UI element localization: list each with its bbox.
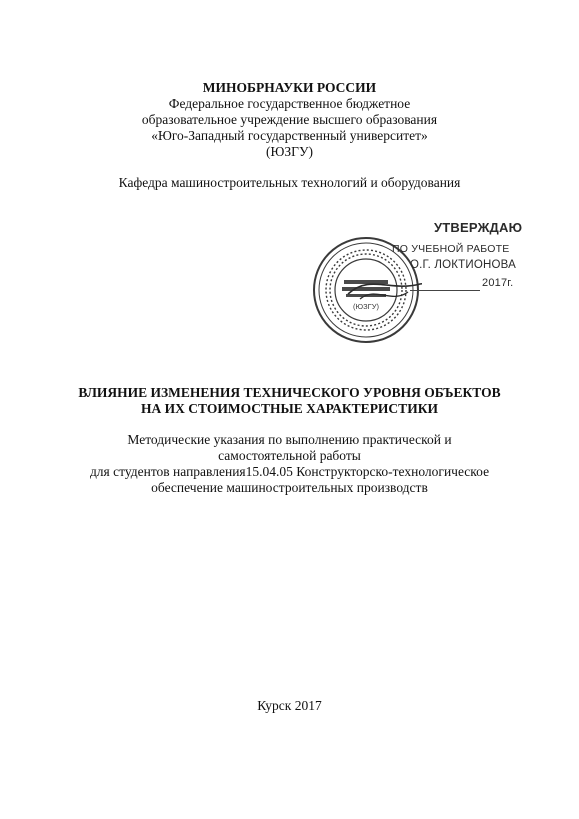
ministry-heading: МИНОБРНАУКИ РОССИИ <box>202 80 377 95</box>
methodical-line-2: самостоятельной работы <box>218 448 361 463</box>
signature-line <box>410 290 480 291</box>
university-abbreviation: (ЮЗГУ) <box>266 144 313 159</box>
approval-name: О.Г. ЛОКТИОНОВА <box>410 259 516 271</box>
institution-line-1: Федеральное государственное бюджетное <box>168 96 411 111</box>
approval-block <box>300 212 560 352</box>
institution-line-2: образовательное учреждение высшего образования <box>141 112 438 127</box>
approval-title: УТВЕРЖДАЮ <box>434 220 523 235</box>
city-year: Курск 2017 <box>257 698 322 713</box>
university-name: «Юго-Западный государственный университет» <box>151 128 428 143</box>
approval-position: ПО УЧЕБНОЙ РАБОТЕ <box>392 243 510 255</box>
document-title-line-2: НА ИХ СТОИМОСТНЫЕ ХАРАКТЕРИСТИКИ <box>141 401 438 416</box>
approval-year: 2017г. <box>482 277 514 289</box>
stamp-center-text: (ЮЗГУ) <box>353 302 379 311</box>
methodical-line-4: обеспечение машиностроительных производств <box>151 480 428 495</box>
department-name: Кафедра машиностроительных технологий и оборудования <box>118 175 461 190</box>
methodical-line-3: для студентов направления15.04.05 Конструкторско-технологическое <box>89 464 490 479</box>
document-title-line-1: ВЛИЯНИЕ ИЗМЕНЕНИЯ ТЕХНИЧЕСКОГО УРОВНЯ ОБЪЕКТОВ <box>78 385 501 400</box>
methodical-line-1: Методические указания по выполнению практической и <box>127 432 452 447</box>
